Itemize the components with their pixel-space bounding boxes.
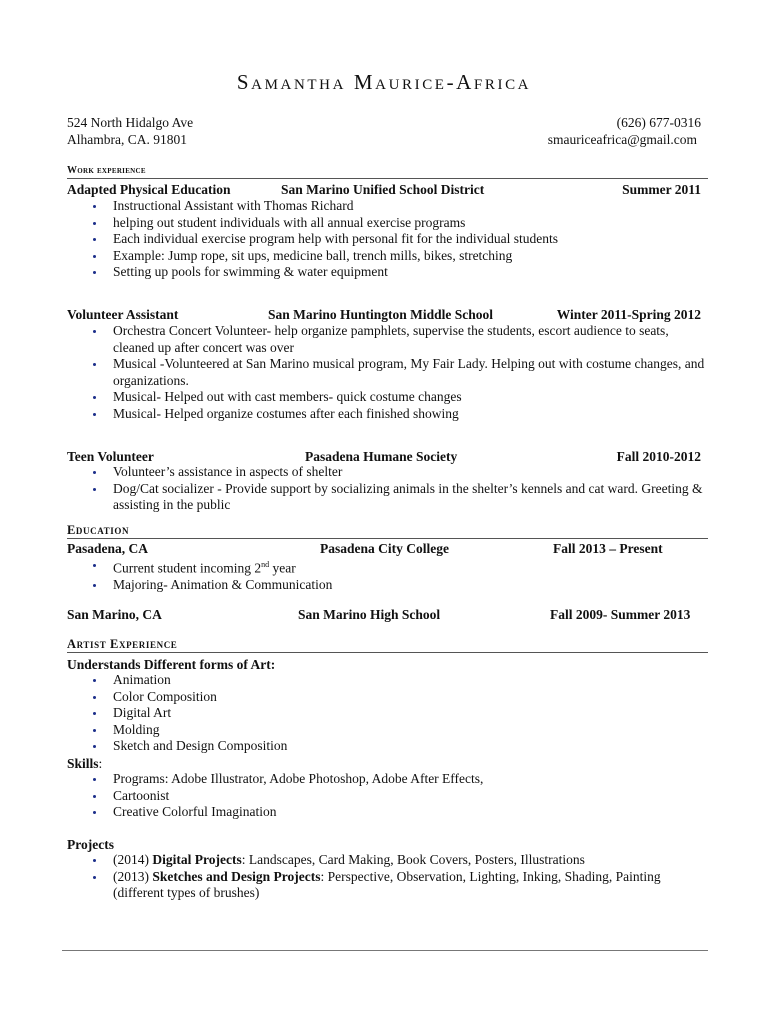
job-organization: San Marino Unified School District (281, 182, 485, 197)
email-address: smauriceafrica@gmail.com (547, 132, 697, 147)
skills-colon: : (98, 756, 103, 771)
list-item: Sketch and Design Composition (67, 738, 708, 755)
project-detail: : Perspective, Observation, Lighting, Inking, Shading, Painting (different types of brushes) (113, 868, 661, 900)
job-header (67, 181, 701, 198)
list-item: Instructional Assistant with Thomas Richard (67, 198, 708, 215)
list-item: Digital Art (67, 705, 708, 722)
list-item: Cartoonist (67, 788, 708, 805)
list-item: Animation (67, 672, 708, 689)
school-date: Fall 2013 – Present (553, 541, 663, 556)
list-item: Majoring- Animation & Communication (67, 577, 708, 594)
school-date: Fall 2009- Summer 2013 (550, 607, 691, 622)
list-item: Musical- Helped organize costumes after each finished showing (67, 406, 708, 423)
list-item: Color Composition (67, 689, 708, 706)
list-item: Musical -Volunteered at San Marino musical program, My Fair Lady. Helping out with costume changes, and organizations. (67, 356, 708, 389)
school-name: Pasadena City College (320, 541, 449, 556)
job-bullets (67, 464, 708, 514)
list-item (67, 852, 708, 869)
list-item: Dog/Cat socializer - Provide support by socializing animals in the shelter’s kennels and cat ward. Greeting & assisting in the public (67, 481, 708, 514)
skills-label (67, 755, 102, 772)
projects-list (67, 852, 708, 902)
job-organization: San Marino Huntington Middle School (268, 307, 494, 322)
skills-list (67, 771, 708, 821)
list-item (67, 869, 708, 902)
job-date: Fall 2010-2012 (616, 449, 701, 464)
job-title: Teen Volunteer (67, 449, 154, 464)
list-item: Volunteer’s assistance in aspects of shelter (67, 464, 708, 481)
bullet-text: year (269, 560, 296, 576)
school-location: San Marino, CA (67, 607, 162, 622)
list-item: Each individual exercise program help with personal fit for the individual students (67, 231, 708, 248)
job-organization: Pasadena Humane Society (305, 449, 458, 464)
job-header (67, 448, 701, 465)
superscript: nd (261, 560, 270, 569)
list-item: Setting up pools for swimming & water equipment (67, 264, 708, 281)
education-heading: Education (67, 524, 708, 539)
list-item (67, 557, 708, 577)
job-date: Winter 2011-Spring 2012 (556, 307, 701, 322)
project-year: (2013) (113, 868, 153, 884)
footer-divider (62, 950, 708, 951)
artist-experience-heading: Artist Experience (67, 638, 708, 653)
address-line-1: 524 North Hidalgo Ave (67, 115, 194, 130)
work-experience-heading: Work experience (67, 164, 708, 179)
job-header (67, 306, 701, 323)
job-bullets (67, 198, 708, 281)
job-bullets (67, 323, 708, 422)
list-item: Molding (67, 722, 708, 739)
list-item: Creative Colorful Imagination (67, 804, 708, 821)
phone-number: (626) 677-0316 (616, 115, 701, 130)
job-title: Volunteer Assistant (67, 307, 179, 322)
address-line-2: Alhambra, CA. 91801 (67, 132, 187, 147)
job-date: Summer 2011 (622, 182, 701, 197)
contact-block (548, 114, 701, 148)
forms-list (67, 672, 708, 755)
list-item: Musical- Helped out with cast members- quick costume changes (67, 389, 708, 406)
project-detail: : Landscapes, Card Making, Book Covers, Posters, Illustrations (241, 852, 585, 867)
school-location: Pasadena, CA (67, 541, 149, 556)
list-item: Orchestra Concert Volunteer- help organize pamphlets, supervise the students, escort audience to seats, cleaned up after concert was over (67, 323, 708, 356)
list-item: helping out student individuals with all annual exercise programs (67, 215, 708, 232)
bullet-text: Current student incoming 2 (113, 560, 262, 576)
job-title: Adapted Physical Education (67, 182, 231, 197)
project-title: Digital Projects (152, 852, 242, 867)
school-header (67, 540, 701, 557)
forms-label: Understands Different forms of Art: (67, 657, 276, 672)
list-item: Programs: Adobe Illustrator, Adobe Photoshop, Adobe After Effects, (67, 771, 708, 788)
list-item: Example: Jump rope, sit ups, medicine ball, trench mills, bikes, stretching (67, 248, 708, 265)
school-bullets (67, 557, 708, 594)
applicant-name: Samantha Maurice-Africa (236, 70, 532, 94)
school-header (67, 606, 701, 623)
address-block (67, 114, 193, 148)
projects-label: Projects (67, 837, 114, 852)
project-year: (2014) (113, 852, 153, 867)
school-name: San Marino High School (298, 607, 441, 622)
skills-label-text: Skills (67, 756, 99, 771)
project-title: Sketches and Design Projects (152, 868, 321, 884)
